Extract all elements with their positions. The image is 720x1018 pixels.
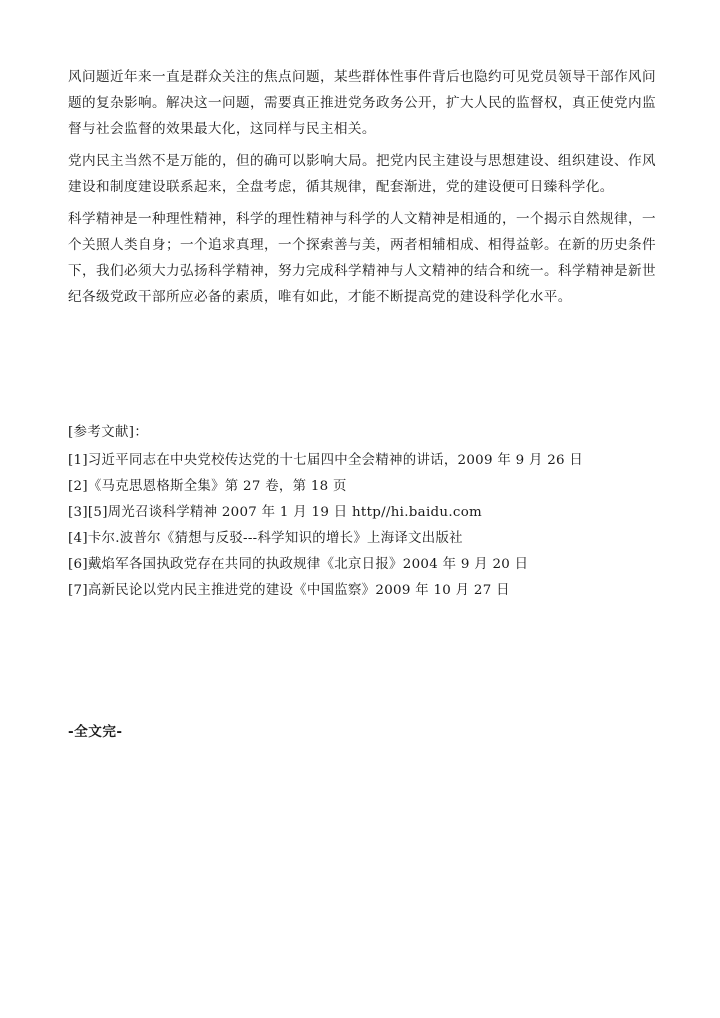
end-of-document-mark: -全文完- bbox=[68, 724, 123, 740]
reference-item: [7]高新民论以党内民主推进党的建设《中国监察》2009 年 10 月 27 日 bbox=[68, 583, 510, 598]
reference-item: [4]卡尔.波普尔《猜想与反驳---科学知识的增长》上海译文出版社 bbox=[68, 531, 463, 546]
references-list bbox=[68, 448, 656, 604]
paragraph-3: 科学精神是一种理性精神，科学的理性精神与科学的人文精神是相通的，一个揭示自然规律，一个关照人类自身；一个追求真理，一个探索善与美，两者相辅相成、相得益彰。在新的历史条件下，我们必须大力弘扬科学精神，努力完成科学精神与人文精神的结合和统一。科学精神是新世纪各级党政干部所应必备的素质，唯有如此，才能不断提高党的建设科学化水平。 bbox=[68, 211, 656, 305]
reference-item: [6]戴焰军各国执政党存在共同的执政规律《北京日报》2004 年 9 月 20 日 bbox=[68, 557, 529, 572]
references-section bbox=[68, 420, 656, 604]
paragraph-2: 党内民主当然不是万能的，但的确可以影响大局。把党内民主建设与思想建设、组织建设、作风建设和制度建设联系起来，全盘考虑，循其规律，配套渐进，党的建设便可日臻科学化。 bbox=[68, 153, 656, 195]
reference-item: [3][5]周光召谈科学精神 2007 年 1 月 19 日 http//hi.baidu.com bbox=[68, 505, 483, 520]
reference-item: [2]《马克思恩格斯全集》第 27 卷，第 18 页 bbox=[68, 479, 347, 494]
paragraph-1: 风问题近年来一直是群众关注的焦点问题，某些群体性事件背后也隐约可见党员领导干部作风问题的复杂影响。解决这一问题，需要真正推进党务政务公开，扩大人民的监督权，真正使党内监督与社会监督的效果最大化，这同样与民主相关。 bbox=[68, 69, 656, 137]
article-body bbox=[68, 64, 656, 316]
references-heading: [参考文献]： bbox=[68, 425, 149, 440]
reference-item: [1]习近平同志在中央党校传达党的十七届四中全会精神的讲话，2009 年 9 月 26 日 bbox=[68, 453, 584, 468]
